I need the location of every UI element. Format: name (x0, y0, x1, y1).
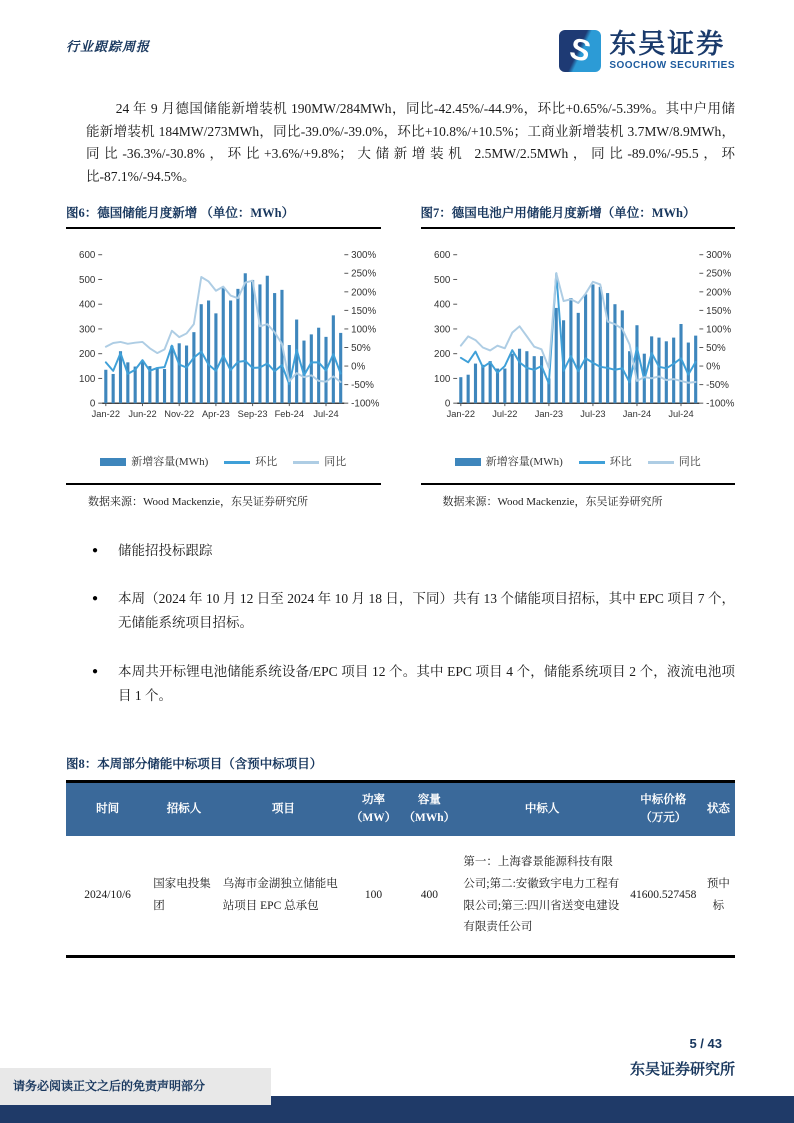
cell-date: 2024/10/6 (84, 888, 131, 901)
col-header-winner: 中标人 (459, 782, 624, 836)
svg-text:100: 100 (433, 373, 450, 385)
col-header-tenderer: 招标人 (149, 782, 219, 836)
col-header-power: 功率 （MW） (348, 782, 399, 836)
list-item (92, 587, 735, 636)
svg-text:500: 500 (433, 274, 450, 286)
figure6-title: 图6：德国储能月度新增 （单位：MWh） (66, 205, 295, 220)
svg-text:Jan-22: Jan-22 (446, 408, 475, 419)
svg-text:200: 200 (433, 348, 450, 360)
soochow-logo-icon: S (559, 30, 601, 72)
svg-text:Jan-24: Jan-24 (622, 408, 651, 419)
list-item (92, 660, 735, 709)
svg-text:400: 400 (79, 299, 96, 311)
cell-capacity: 400 (420, 888, 438, 901)
figures-row (66, 203, 735, 509)
brand-name-en: SOOCHOW SECURITIES (609, 60, 735, 71)
cell-winner: 第一：上海睿景能源科技有限公司;第二:安徽致宇电力工程有限公司;第三:四川省送变电建设有限责任公司 (463, 855, 620, 934)
figure8 (66, 754, 735, 958)
svg-text:50%: 50% (351, 342, 371, 354)
bullet-text: 本周（2024 年 10 月 12 日至 2024 年 10 月 18 日，下同）共有 13 个储能项目招标，其中 EPC 项目 7 个，无储能系统项目招标。 (118, 591, 735, 631)
svg-text:0: 0 (89, 398, 96, 410)
figure8-title: 图8：本周部分储能中标项目（含预中标项目） (66, 757, 323, 772)
svg-text:150%: 150% (705, 305, 731, 317)
svg-text:600: 600 (79, 249, 96, 261)
col-header-time: 时间 (66, 782, 149, 836)
svg-text:500: 500 (79, 274, 96, 286)
col-header-capacity: 容量 （MWh） (399, 782, 459, 836)
svg-text:200%: 200% (351, 286, 377, 298)
svg-text:200: 200 (79, 348, 96, 360)
figure7-legend (421, 453, 736, 469)
figure7-title: 图7：德国电池户用储能月度新增（单位：MWh） (420, 205, 696, 220)
svg-text:-50%: -50% (351, 379, 374, 391)
svg-text:100%: 100% (705, 324, 731, 336)
figure7-top-rule (421, 227, 736, 229)
bullet-icon: ● (92, 544, 99, 556)
legend-item (648, 453, 701, 469)
svg-text:250%: 250% (705, 268, 731, 280)
brand-logo (559, 30, 735, 72)
svg-text:Jul-24: Jul-24 (667, 408, 694, 419)
bullet-list (92, 539, 735, 708)
figure7-chart (421, 243, 736, 451)
fig6-plot (66, 243, 381, 446)
legend-label: 同比 (324, 455, 347, 468)
bid-projects-table (66, 780, 735, 958)
table-header-row (66, 782, 735, 836)
svg-text:100: 100 (79, 373, 96, 385)
brand-name-cn: 东吴证券 (609, 29, 726, 59)
cell-tenderer: 国家电投集团 (153, 877, 211, 912)
legend-line-swatch-icon (579, 461, 605, 464)
svg-text:600: 600 (433, 249, 450, 261)
cell-power: 100 (364, 888, 383, 901)
doc-type-label: 行业跟踪周报 (66, 39, 151, 54)
svg-text:Feb-24: Feb-24 (274, 408, 304, 419)
legend-item (455, 453, 563, 469)
svg-text:-100%: -100% (705, 398, 734, 410)
legend-label: 环比 (609, 455, 632, 468)
svg-text:0%: 0% (351, 361, 366, 373)
svg-text:250%: 250% (351, 268, 377, 280)
disclaimer-note: 请务必阅读正文之后的免责声明部分 (0, 1068, 271, 1105)
legend-label: 环比 (255, 455, 278, 468)
svg-text:Jun-22: Jun-22 (128, 408, 157, 419)
svg-text:-50%: -50% (705, 379, 729, 391)
figure6 (66, 203, 381, 509)
col-header-status: 状态 (702, 782, 735, 836)
svg-text:300%: 300% (705, 249, 731, 261)
svg-text:0%: 0% (705, 361, 720, 373)
figure6-top-rule (66, 227, 381, 229)
svg-text:Nov-22: Nov-22 (164, 408, 195, 419)
svg-text:Jul-22: Jul-22 (491, 408, 517, 419)
page-number: 5 / 43 (689, 1036, 722, 1051)
cell-price: 41600.527458 (630, 888, 697, 901)
legend-line-swatch-icon (648, 461, 674, 464)
svg-text:0: 0 (444, 398, 450, 410)
bullet-icon: ● (92, 593, 99, 605)
fig7-plot (421, 243, 736, 446)
legend-line-swatch-icon (293, 461, 319, 464)
svg-text:Jul-24: Jul-24 (313, 408, 339, 419)
svg-text:Jan-23: Jan-23 (534, 408, 563, 419)
legend-label: 同比 (678, 455, 701, 468)
col-header-price: 中标价格 （万元） (625, 782, 702, 836)
status-badge: 预中标 (706, 877, 730, 912)
svg-text:-100%: -100% (351, 398, 380, 410)
legend-item (224, 453, 277, 469)
bullet-text: 储能招投标跟踪 (118, 542, 213, 558)
svg-text:300: 300 (433, 324, 450, 336)
svg-text:Sep-23: Sep-23 (237, 408, 268, 419)
svg-text:100%: 100% (351, 324, 377, 336)
figure6-legend (66, 453, 381, 469)
svg-text:300: 300 (79, 324, 96, 336)
figure7 (421, 203, 736, 509)
col-header-project: 项目 (219, 782, 348, 836)
svg-text:200%: 200% (705, 286, 731, 298)
svg-text:50%: 50% (705, 342, 726, 354)
legend-item (293, 453, 346, 469)
bullet-text: 本周共开标锂电池储能系统设备/EPC 项目 12 个。其中 EPC 项目 4 个，储能系统项目 2 个，液流电池项目 1 个。 (118, 663, 735, 704)
institute-name: 东吴证券研究所 (629, 1062, 735, 1078)
figure6-chart (66, 243, 381, 451)
legend-item (100, 453, 208, 469)
legend-label: 新增容量(MWh) (131, 455, 209, 468)
table-row (66, 836, 735, 957)
cell-project: 乌海市金湖独立储能电站项目 EPC 总承包 (222, 877, 338, 912)
bullet-icon: ● (92, 665, 99, 677)
legend-line-swatch-icon (224, 461, 250, 464)
page-header (66, 0, 735, 72)
svg-text:Jul-23: Jul-23 (579, 408, 606, 419)
figure6-source: 数据来源：Wood Mackenzie，东吴证券研究所 (88, 495, 308, 508)
legend-label: 新增容量(MWh) (485, 455, 563, 468)
svg-text:Jan-22: Jan-22 (91, 408, 120, 419)
svg-text:400: 400 (433, 299, 450, 311)
legend-item (579, 453, 632, 469)
svg-text:150%: 150% (351, 305, 377, 317)
legend-bar-swatch-icon (455, 458, 481, 466)
svg-text:Apr-23: Apr-23 (202, 408, 230, 419)
figure7-source: 数据来源：Wood Mackenzie，东吴证券研究所 (442, 495, 663, 508)
svg-text:300%: 300% (351, 249, 377, 261)
list-item (92, 539, 735, 563)
body-paragraph: 24 年 9 月德国储能新增装机 190MW/284MWh，同比-42.45%/-44.9%，环比+0.65%/-5.39%。其中户用储能新增装机 184MW/273MWh，同比-39.0%/-39.0%，环比+10.8%/+10.5%；工商业新增装机 3.7MW/8.9MWh，同比-36.3%/-30.8%，环比+3.6%/+9.8%；大储新增装机 2.5MW/2.5MWh，同比-89.0%/-95.5，环比-87.1%/-94.5%。 (86, 101, 735, 185)
legend-bar-swatch-icon (100, 458, 126, 466)
